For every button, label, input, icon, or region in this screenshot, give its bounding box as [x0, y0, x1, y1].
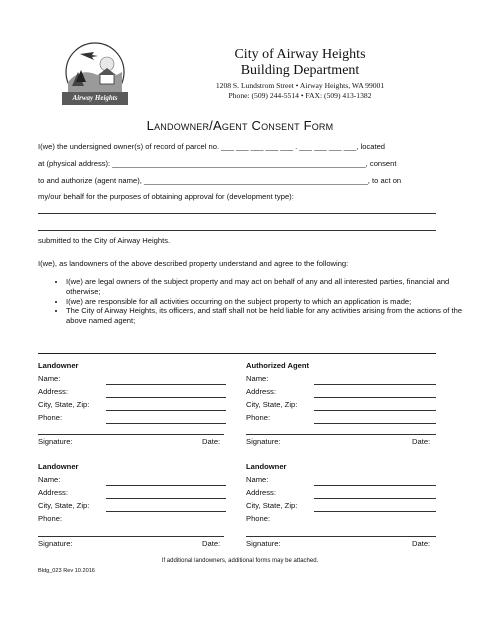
address-field[interactable] [106, 397, 226, 398]
parcel-line: I(we) the undersigned owner(s) of record of parcel no. ___ ___ ___ ___ ___ . ___ ___ ___ ___, located [38, 142, 386, 151]
city-state-zip-field[interactable] [314, 410, 436, 411]
landowner-block-2 [38, 462, 228, 522]
development-type-field-2[interactable] [38, 230, 436, 231]
date-label: Date: [202, 437, 221, 446]
department-name: Building Department [240, 63, 360, 78]
agreement-list [38, 277, 466, 326]
name-label: Name: [246, 374, 269, 383]
signature-label: Signature: [38, 437, 73, 446]
landowner-block-3 [246, 462, 436, 522]
phone-label: Phone: [246, 514, 271, 523]
name-field[interactable] [314, 384, 436, 385]
signature-field[interactable] [246, 434, 436, 435]
address-field[interactable] [314, 498, 436, 499]
date-label: Date: [412, 539, 431, 548]
signature-field[interactable] [246, 536, 436, 537]
city-state-zip-label: City, State, Zip: [38, 501, 90, 510]
address-label: Address: [38, 387, 68, 396]
agent-block [246, 361, 436, 421]
development-type-field-1[interactable] [38, 213, 436, 214]
signature-label: Signature: [246, 437, 281, 446]
city-state-zip-label: City, State, Zip: [246, 501, 298, 510]
date-label: Date: [202, 539, 221, 548]
department-phone: Phone: (509) 244-5514 • FAX: (509) 413-1382 [228, 91, 372, 100]
section-divider [38, 353, 436, 354]
signature-label: Signature: [38, 539, 73, 548]
signature-field[interactable] [38, 434, 224, 435]
address-line: at (physical address): ____________________________________________________________, consent [38, 159, 397, 168]
form-number: Bldg_023 Rev 10.2016 [38, 568, 95, 574]
address-label: Address: [246, 488, 276, 497]
signature-field[interactable] [38, 536, 224, 537]
name-field[interactable] [314, 485, 436, 486]
city-state-zip-label: City, State, Zip: [246, 400, 298, 409]
name-label: Name: [38, 475, 61, 484]
development-type-line: my/our behalf for the purposes of obtaining approval for (development type): [38, 192, 294, 201]
block-heading: Authorized Agent [246, 361, 309, 370]
phone-label: Phone: [38, 514, 63, 523]
date-label: Date: [412, 437, 431, 446]
city-state-zip-field[interactable] [106, 511, 226, 512]
block-heading: Landowner [38, 361, 79, 370]
list-item: • The City of Airway Heights, its officers, and staff shall not be held liable for any activities arising from the actions of the above named agent; [66, 306, 466, 326]
address-label: Address: [38, 488, 68, 497]
address-field[interactable] [314, 397, 436, 398]
list-item: • I(we) are legal owners of the subject property and may act on behalf of any and all interested parties, financial and otherwise; [66, 277, 466, 297]
city-state-zip-label: City, State, Zip: [38, 400, 90, 409]
city-state-zip-field[interactable] [314, 511, 436, 512]
phone-field[interactable] [106, 423, 226, 424]
address-label: Address: [246, 387, 276, 396]
name-field[interactable] [106, 485, 226, 486]
footer-note: If additional landowners, additional forms may be attached. [161, 558, 319, 564]
name-field[interactable] [106, 384, 226, 385]
city-state-zip-field[interactable] [106, 410, 226, 411]
landowner-block-1 [38, 361, 228, 421]
name-label: Name: [246, 475, 269, 484]
agreement-intro: I(we), as landowners of the above described property understand and agree to the following: [38, 259, 349, 268]
form-title-text: Landowner/Agent Consent Form [146, 118, 334, 133]
phone-label: Phone: [246, 413, 271, 422]
address-field[interactable] [106, 498, 226, 499]
city-logo [60, 42, 130, 108]
form-title [0, 118, 480, 133]
name-label: Name: [38, 374, 61, 383]
phone-field[interactable] [314, 423, 436, 424]
agent-line: to and authorize (agent name), _____________________________________________________, to act on [38, 176, 402, 185]
city-name: City of Airway Heights [234, 47, 366, 62]
list-item: • I(we) are responsible for all activities occurring on the subject property to which an application is made; [66, 297, 466, 307]
signature-label: Signature: [246, 539, 281, 548]
block-heading: Landowner [38, 462, 79, 471]
department-address: 1208 S. Lundstrom Street • Airway Heights, WA 99001 [215, 81, 385, 90]
submitted-text: submitted to the City of Airway Heights. [38, 236, 171, 245]
logo-text: Airway Heights [72, 94, 118, 102]
phone-label: Phone: [38, 413, 63, 422]
block-heading: Landowner [246, 462, 287, 471]
